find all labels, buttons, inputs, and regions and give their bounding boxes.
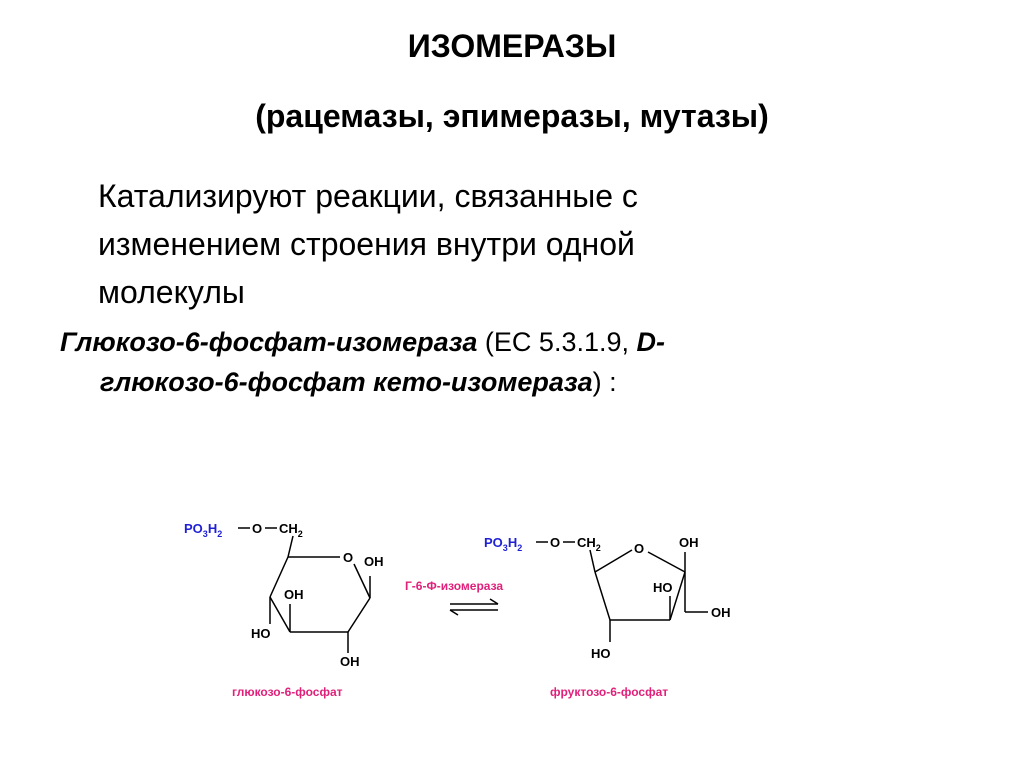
- bond: [648, 552, 685, 572]
- slide-subtitle: (рацемазы, эпимеразы, мутазы): [255, 98, 769, 134]
- bond: [595, 572, 610, 620]
- glucose-6-phosphate-structure: [184, 521, 384, 669]
- bond: [288, 536, 293, 557]
- bond: [270, 597, 290, 632]
- enzyme-name: Глюкозо-6-фосфат-изомераза: [60, 327, 478, 357]
- description-line-2: изменением строения внутри одной: [98, 226, 635, 262]
- bond: [590, 550, 595, 572]
- substrate-name-label: глюкозо-6-фосфат: [232, 685, 343, 699]
- product-name-label: фруктозо-6-фосфат: [550, 685, 669, 699]
- description-line-3: молекулы: [98, 274, 245, 310]
- enzyme-arrow-label: Г-6-Ф-изомераза: [405, 579, 504, 593]
- c3-ho-label: HO: [653, 580, 673, 595]
- description-line-1: Катализируют реакции, связанные с: [98, 178, 638, 214]
- enzyme-description: [60, 322, 880, 402]
- c2-oh-label: OH: [679, 535, 699, 550]
- ch2-label: $CH_2$: [577, 535, 601, 553]
- slide-title: ИЗОМЕРАЗЫ: [407, 28, 617, 64]
- ring-oxygen-label: O: [634, 541, 645, 556]
- enzyme-d-prefix: D-: [636, 327, 665, 357]
- c1-oh-label: OH: [711, 605, 731, 620]
- oxygen-label: O: [252, 521, 263, 536]
- equilibrium-arrow: [405, 579, 503, 615]
- fructose-6-phosphate-structure: [484, 535, 731, 661]
- bond: [354, 564, 370, 598]
- c4-oh-label: OH: [284, 587, 304, 602]
- phosphate-group-label: $PO_3H_2$: [184, 521, 223, 539]
- c3-ho-label: HO: [251, 626, 271, 641]
- phosphate-group-label: $PO_3H_2$: [484, 535, 523, 553]
- ring-oxygen-label: O: [343, 550, 354, 565]
- bond: [595, 550, 632, 572]
- c2-oh-label: OH: [340, 654, 360, 669]
- c1-oh-label: OH: [364, 554, 384, 569]
- reaction-scheme: [170, 500, 750, 710]
- ch2-label: $CH_2$: [279, 521, 303, 539]
- enzyme-line-2: [60, 362, 880, 402]
- oxygen-label: O: [550, 535, 561, 550]
- c4-ho-label: HO: [591, 646, 611, 661]
- bond: [348, 598, 370, 632]
- enzyme-line-1: [60, 322, 880, 362]
- enzyme-systematic-name: глюкозо-6-фосфат кето-изомераза: [100, 367, 593, 397]
- description-text: [98, 172, 818, 316]
- enzyme-ec-number: (ЕС 5.3.1.9,: [477, 327, 637, 357]
- enzyme-paren-close: ) :: [592, 367, 617, 397]
